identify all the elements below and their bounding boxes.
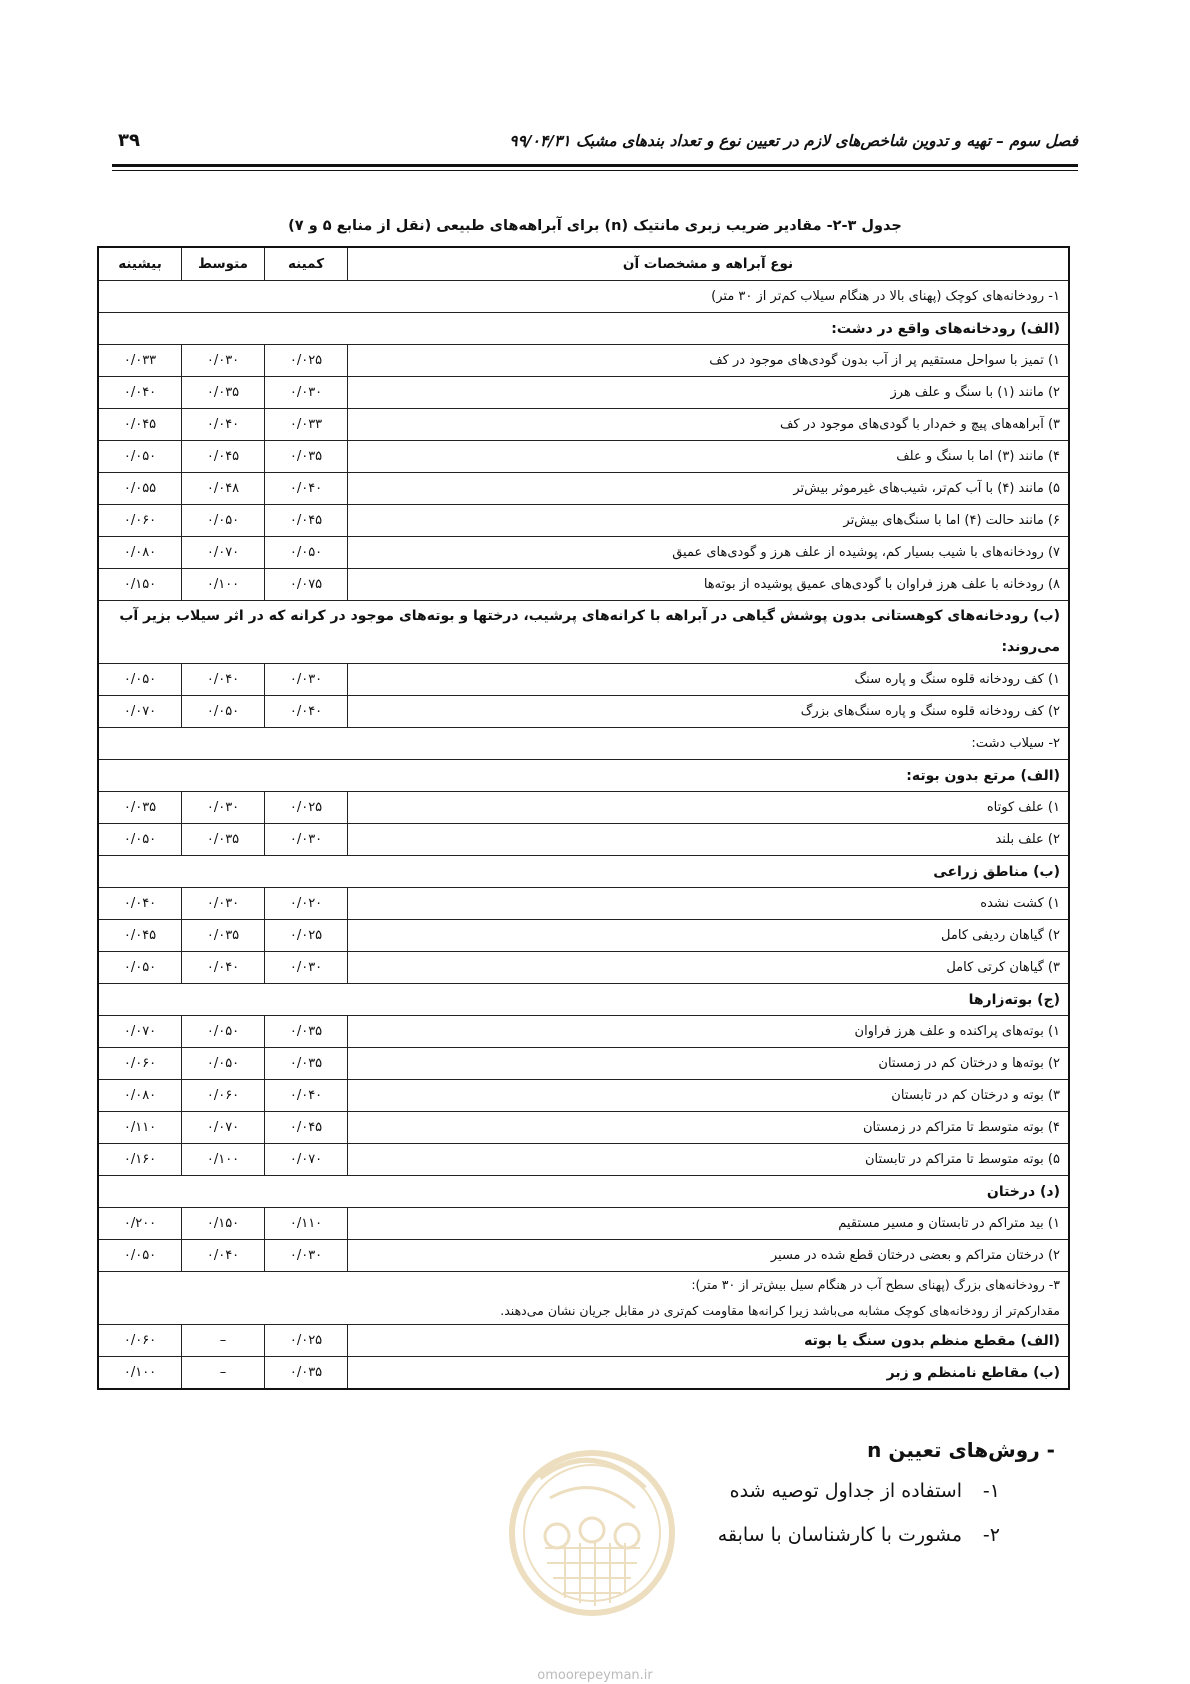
- section-3: [98, 1272, 1069, 1325]
- row-max: ۰/۰۶۰: [98, 1048, 182, 1080]
- row-min: ۰/۰۳۵: [265, 441, 348, 473]
- table-body: [98, 281, 1069, 1390]
- row-description: ۶) مانند حالت (۴) اما با سنگ‌های بیش‌تر: [348, 505, 1070, 537]
- page-header: [112, 128, 1078, 158]
- row-max: ۰/۰۵۰: [98, 441, 182, 473]
- row-max: ۰/۰۳۵: [98, 792, 182, 824]
- row-min: ۰/۰۲۵: [265, 792, 348, 824]
- header-max: بیشینه: [98, 247, 182, 281]
- row-min: ۰/۰۳۰: [265, 824, 348, 856]
- section-2a: (الف) مرتع بدون بوته:: [98, 760, 1069, 792]
- table-row: [98, 824, 1069, 856]
- table-row: [98, 1208, 1069, 1240]
- row-description: ۳) بوته و درختان کم در تابستان: [348, 1080, 1070, 1112]
- row-description: ۱) تمیز با سواحل مستقیم پر از آب بدون گودی‌های موجود در کف: [348, 345, 1070, 377]
- row-avg: ۰/۰۴۸: [182, 473, 265, 505]
- row-min: ۰/۰۲۵: [265, 345, 348, 377]
- row-description: ۲) درختان متراکم و بعضی درختان قطع شده در مسیر: [348, 1240, 1070, 1272]
- row-max: ۰/۰۴۵: [98, 409, 182, 441]
- row-avg: ۰/۰۴۰: [182, 1240, 265, 1272]
- row-description: ۱) علف کوتاه: [348, 792, 1070, 824]
- row-avg: ۰/۰۴۰: [182, 664, 265, 696]
- header-avg: متوسط: [182, 247, 265, 281]
- page-number: ۳۹: [118, 130, 140, 151]
- methods-title: - روش‌های تعیین n: [867, 1438, 1055, 1462]
- row-max: ۰/۰۶۰: [98, 505, 182, 537]
- row-avg: ۰/۰۵۰: [182, 505, 265, 537]
- table-row: [98, 1144, 1069, 1176]
- chapter-title: فصل سوم – تهیه و تدوین شاخص‌های لازم در تعیین نوع و تعداد بندهای مشبک ۹۹/۰۴/۳۱: [509, 132, 1078, 150]
- row-min: ۰/۰۳۰: [265, 952, 348, 984]
- row-max: ۰/۰۳۳: [98, 345, 182, 377]
- row-description: ۲) بوته‌ها و درختان کم در زمستان: [348, 1048, 1070, 1080]
- section-row: [98, 728, 1069, 760]
- table-row: [98, 409, 1069, 441]
- row-avg: ۰/۰۴۵: [182, 441, 265, 473]
- row-min: ۰/۰۴۰: [265, 1080, 348, 1112]
- row-min: ۰/۰۳۳: [265, 409, 348, 441]
- row-description: ۲) گیاهان ردیفی کامل: [348, 920, 1070, 952]
- table-row: [98, 1112, 1069, 1144]
- row-max: ۰/۰۴۰: [98, 888, 182, 920]
- row-max: ۰/۰۵۰: [98, 664, 182, 696]
- row-avg: ۰/۰۶۰: [182, 1080, 265, 1112]
- row-description: (ب) مقاطع نامنظم و زبر: [348, 1357, 1070, 1390]
- section-2d: (د) درختان: [98, 1176, 1069, 1208]
- row-description: (الف) مقطع منظم بدون سنگ یا بوته: [348, 1325, 1070, 1357]
- table-row: [98, 888, 1069, 920]
- row-min: ۰/۰۲۵: [265, 920, 348, 952]
- row-description: ۵) بوته متوسط تا متراکم در تابستان: [348, 1144, 1070, 1176]
- row-min: ۰/۰۷۰: [265, 1144, 348, 1176]
- section-row: [98, 313, 1069, 345]
- section-2c: (ج) بوته‌زارها: [98, 984, 1069, 1016]
- row-description: ۸) رودخانه با علف هرز فراوان با گودی‌های عمیق پوشیده از بوته‌ها: [348, 569, 1070, 601]
- table-row: [98, 1048, 1069, 1080]
- table-row: [98, 1357, 1069, 1390]
- row-avg: ۰/۰۷۰: [182, 537, 265, 569]
- row-min: ۰/۰۳۰: [265, 664, 348, 696]
- row-avg: ۰/۰۳۰: [182, 888, 265, 920]
- table-row: [98, 505, 1069, 537]
- row-min: ۰/۰۴۰: [265, 473, 348, 505]
- section-3-line2: مقدارکم‌تر از رودخانه‌های کوچک مشابه می‌باشد زیرا کرانه‌ها مقاومت کم‌تری در مقابل جریان نشان می‌دهند.: [500, 1303, 1060, 1318]
- row-min: ۰/۰۵۰: [265, 537, 348, 569]
- table-row: [98, 377, 1069, 409]
- table-row: [98, 920, 1069, 952]
- table-row: [98, 441, 1069, 473]
- method-text: استفاده از جداول توصیه شده: [729, 1480, 962, 1502]
- row-description: ۱) بید متراکم در تابستان و مسیر مستقیم: [348, 1208, 1070, 1240]
- section-row: [98, 856, 1069, 888]
- row-max: ۰/۰۸۰: [98, 537, 182, 569]
- row-avg: ۰/۰۵۰: [182, 1048, 265, 1080]
- row-min: ۰/۰۳۵: [265, 1016, 348, 1048]
- row-max: ۰/۱۰۰: [98, 1357, 182, 1390]
- row-avg: –: [182, 1357, 265, 1390]
- row-avg: ۰/۱۰۰: [182, 569, 265, 601]
- section-1: ۱- رودخانه‌های کوچک (پهنای بالا در هنگام سیلاب کم‌تر از ۳۰ متر): [98, 281, 1069, 313]
- header-min: کمینه: [265, 247, 348, 281]
- row-avg: ۰/۰۵۰: [182, 1016, 265, 1048]
- row-max: ۰/۰۵۰: [98, 1240, 182, 1272]
- section-3-line1: ۳- رودخانه‌های بزرگ (پهنای سطح آب در هنگام سیل بیش‌تر از ۳۰ متر):: [691, 1277, 1060, 1292]
- section-row: [98, 1272, 1069, 1325]
- table-row: [98, 1080, 1069, 1112]
- table-row: [98, 345, 1069, 377]
- row-avg: ۰/۱۰۰: [182, 1144, 265, 1176]
- row-avg: ۰/۱۵۰: [182, 1208, 265, 1240]
- row-avg: ۰/۰۵۰: [182, 696, 265, 728]
- row-max: ۰/۲۰۰: [98, 1208, 182, 1240]
- row-min: ۰/۰۲۰: [265, 888, 348, 920]
- row-min: ۰/۰۲۵: [265, 1325, 348, 1357]
- method-number: ۱-: [982, 1480, 1000, 1502]
- method-text: مشورت با کارشناسان با سابقه: [717, 1524, 962, 1546]
- row-avg: ۰/۰۴۰: [182, 409, 265, 441]
- section-1b: (ب) رودخانه‌های کوهستانی بدون پوشش گیاهی در آبراهه با کرانه‌های پرشیب، درختها و بوته‌های موجود در کرانه که در اثر سیلاب بزیر آب می‌روند:: [98, 601, 1069, 664]
- section-row: [98, 601, 1069, 664]
- section-row: [98, 760, 1069, 792]
- row-avg: ۰/۰۴۰: [182, 952, 265, 984]
- watermark-logo: [505, 1418, 680, 1668]
- row-avg: ۰/۰۳۵: [182, 377, 265, 409]
- row-max: ۰/۰۷۰: [98, 1016, 182, 1048]
- row-description: ۵) مانند (۴) با آب کم‌تر، شیب‌های غیرموثر بیش‌تر: [348, 473, 1070, 505]
- table-row: [98, 792, 1069, 824]
- row-min: ۰/۰۳۰: [265, 377, 348, 409]
- row-avg: ۰/۰۳۵: [182, 920, 265, 952]
- row-description: ۱) بوته‌های پراکنده و علف هرز فراوان: [348, 1016, 1070, 1048]
- table-row: [98, 664, 1069, 696]
- row-max: ۰/۰۷۰: [98, 696, 182, 728]
- row-avg: ۰/۰۳۰: [182, 792, 265, 824]
- table-header-row: [98, 247, 1069, 281]
- row-min: ۰/۰۳۵: [265, 1357, 348, 1390]
- header-rule-thin: [112, 170, 1078, 171]
- row-max: ۰/۱۶۰: [98, 1144, 182, 1176]
- row-description: ۴) بوته متوسط تا متراکم در زمستان: [348, 1112, 1070, 1144]
- table-row: [98, 1016, 1069, 1048]
- row-description: ۳) گیاهان کرتی کامل: [348, 952, 1070, 984]
- table-row: [98, 1325, 1069, 1357]
- table-row: [98, 952, 1069, 984]
- row-description: ۲) مانند (۱) با سنگ و علف هرز: [348, 377, 1070, 409]
- row-avg: ۰/۰۳۰: [182, 345, 265, 377]
- row-min: ۰/۱۱۰: [265, 1208, 348, 1240]
- header-rule-thick: [112, 164, 1078, 167]
- row-description: ۲) کف رودخانه قلوه سنگ و پاره سنگ‌های بزرگ: [348, 696, 1070, 728]
- table-row: [98, 696, 1069, 728]
- header-desc: نوع آبراهه و مشخصات آن: [348, 247, 1070, 281]
- section-1a: (الف) رودخانه‌های واقع در دشت:: [98, 313, 1069, 345]
- row-min: ۰/۰۳۰: [265, 1240, 348, 1272]
- table-caption: جدول ۳-۲- مقادیر ضریب زبری مانتیک (n) برای آبراهه‌های طبیعی (نقل از منابع ۵ و ۷): [288, 218, 902, 234]
- row-avg: –: [182, 1325, 265, 1357]
- row-description: ۲) علف بلند: [348, 824, 1070, 856]
- row-description: ۷) رودخانه‌های با شیب بسیار کم، پوشیده از علف هرز و گودی‌های عمیق: [348, 537, 1070, 569]
- row-max: ۰/۰۵۰: [98, 952, 182, 984]
- row-avg: ۰/۰۳۵: [182, 824, 265, 856]
- row-min: ۰/۰۴۰: [265, 696, 348, 728]
- row-min: ۰/۰۴۵: [265, 1112, 348, 1144]
- section-2: ۲- سیلاب دشت:: [98, 728, 1069, 760]
- manning-table: [97, 246, 1070, 1390]
- row-max: ۰/۰۵۵: [98, 473, 182, 505]
- row-description: ۳) آبراهه‌های پیچ و خم‌دار با گودی‌های موجود در کف: [348, 409, 1070, 441]
- table-row: [98, 537, 1069, 569]
- row-max: ۰/۱۱۰: [98, 1112, 182, 1144]
- row-min: ۰/۰۳۵: [265, 1048, 348, 1080]
- row-description: ۴) مانند (۳) اما با سنگ و علف: [348, 441, 1070, 473]
- section-row: [98, 281, 1069, 313]
- method-number: ۲-: [982, 1524, 1000, 1546]
- section-row: [98, 1176, 1069, 1208]
- section-row: [98, 984, 1069, 1016]
- row-max: ۰/۱۵۰: [98, 569, 182, 601]
- row-description: ۱) کف رودخانه قلوه سنگ و پاره سنگ: [348, 664, 1070, 696]
- row-min: ۰/۰۴۵: [265, 505, 348, 537]
- row-min: ۰/۰۷۵: [265, 569, 348, 601]
- row-avg: ۰/۰۷۰: [182, 1112, 265, 1144]
- row-max: ۰/۰۴۰: [98, 377, 182, 409]
- section-2b: (ب) مناطق زراعی: [98, 856, 1069, 888]
- table-row: [98, 473, 1069, 505]
- row-max: ۰/۰۶۰: [98, 1325, 182, 1357]
- row-max: ۰/۰۸۰: [98, 1080, 182, 1112]
- table-row: [98, 569, 1069, 601]
- row-max: ۰/۰۴۵: [98, 920, 182, 952]
- table-row: [98, 1240, 1069, 1272]
- row-description: ۱) کشت نشده: [348, 888, 1070, 920]
- row-max: ۰/۰۵۰: [98, 824, 182, 856]
- watermark-url: omoorepeyman.ir: [537, 1668, 653, 1683]
